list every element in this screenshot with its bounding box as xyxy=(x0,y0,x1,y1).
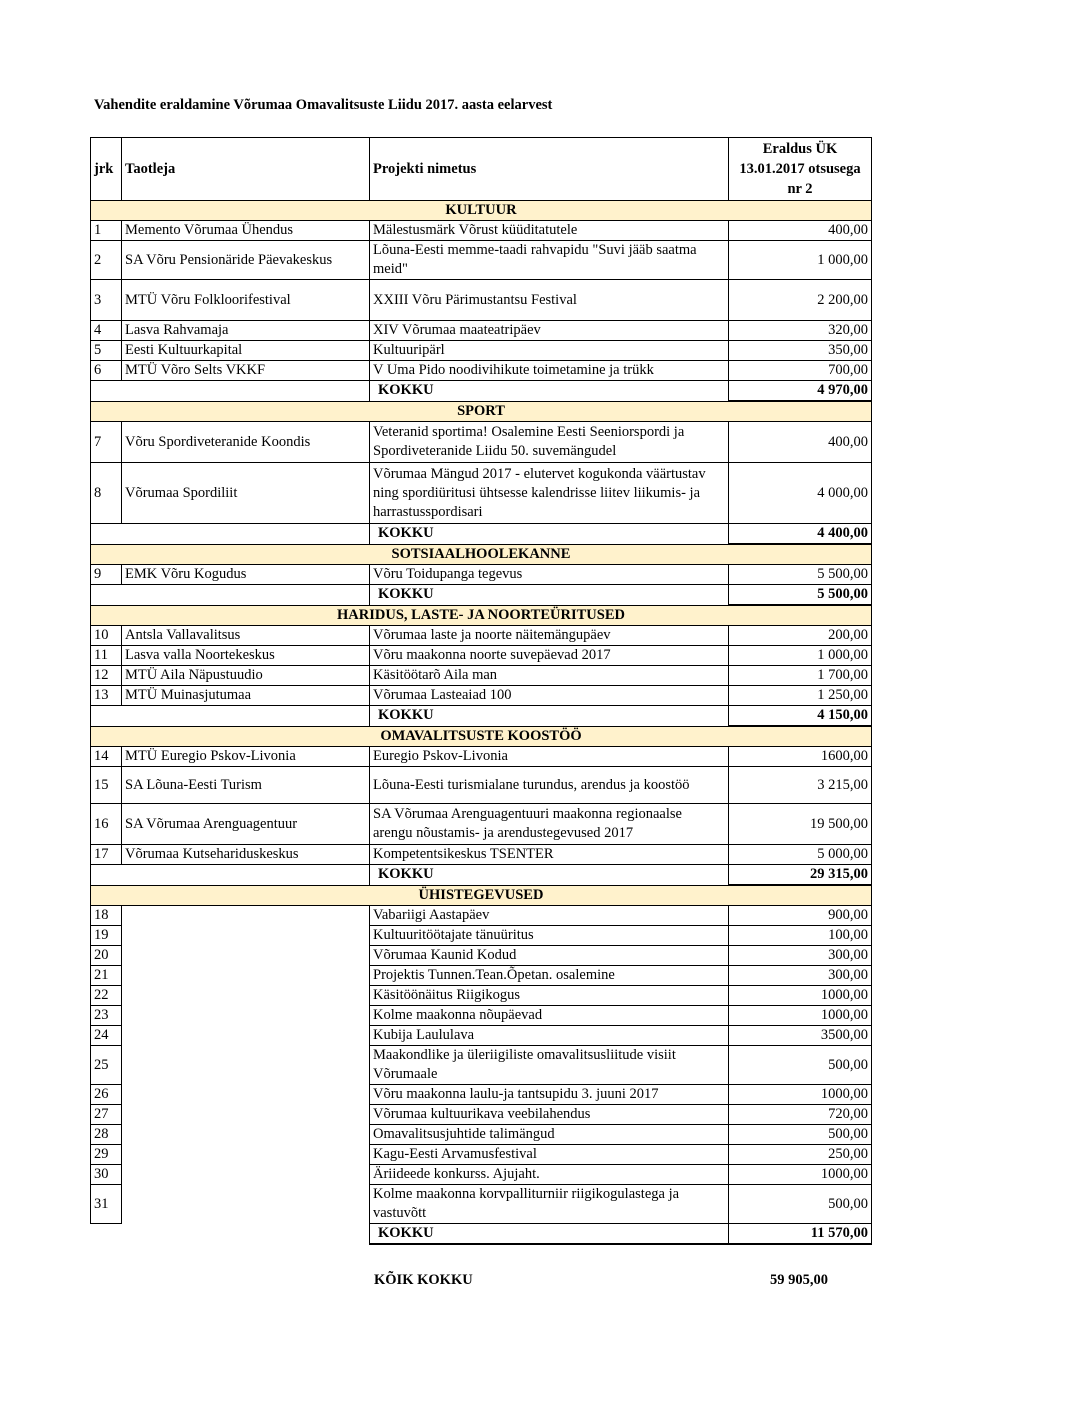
row-project: Kompetentsikeskus TSENTER xyxy=(370,845,729,865)
section-total-spacer xyxy=(91,381,370,402)
row-amount: 300,00 xyxy=(729,946,872,966)
header-amount xyxy=(729,138,872,201)
row-applicant xyxy=(122,1006,370,1026)
header-amount-line1: Eraldus ÜK xyxy=(762,141,838,157)
row-amount: 1 000,00 xyxy=(729,646,872,666)
row-applicant xyxy=(122,1046,370,1085)
row-applicant: Võrumaa Kutsehariduskeskus xyxy=(122,845,370,865)
row-amount: 900,00 xyxy=(729,906,872,926)
row-applicant: MTÜ Võru Folkloorifestival xyxy=(122,280,370,321)
row-amount: 400,00 xyxy=(729,422,872,463)
row-amount: 700,00 xyxy=(729,361,872,381)
section-total-label: KOKKU xyxy=(370,381,729,402)
table-row xyxy=(91,221,872,241)
row-applicant xyxy=(122,906,370,926)
row-applicant xyxy=(122,1085,370,1105)
row-amount: 200,00 xyxy=(729,626,872,646)
table-row xyxy=(91,463,872,524)
row-applicant: Lasva valla Noortekeskus xyxy=(122,646,370,666)
row-project: Käsitöötarõ Aila man xyxy=(370,666,729,686)
section-title: OMAVALITSUSTE KOOSTÖÖ xyxy=(91,726,872,747)
row-applicant: SA Lõuna-Eesti Turism xyxy=(122,767,370,804)
row-project: Äriideede konkurss. Ajujaht. xyxy=(370,1165,729,1185)
table-row xyxy=(91,686,872,706)
row-applicant xyxy=(122,1165,370,1185)
table-row xyxy=(91,422,872,463)
row-number: 5 xyxy=(91,341,122,361)
row-amount: 500,00 xyxy=(729,1125,872,1145)
section-header-row xyxy=(91,726,872,747)
row-amount: 4 000,00 xyxy=(729,463,872,524)
table-row xyxy=(91,1046,872,1085)
row-project: Käsitöönäitus Riigikogus xyxy=(370,986,729,1006)
row-project: XIV Võrumaa maateatripäev xyxy=(370,321,729,341)
row-number: 17 xyxy=(91,845,122,865)
row-number: 29 xyxy=(91,1145,122,1165)
table-row xyxy=(91,341,872,361)
section-total-value: 11 570,00 xyxy=(729,1224,872,1245)
table-header-row xyxy=(91,138,872,201)
table-row xyxy=(91,767,872,804)
table-row xyxy=(91,845,872,865)
section-total-spacer xyxy=(91,865,370,886)
row-amount: 400,00 xyxy=(729,221,872,241)
row-number: 19 xyxy=(91,926,122,946)
header-amount-line3: nr 2 xyxy=(787,181,813,197)
header-applicant: Taotleja xyxy=(122,138,370,201)
section-total-row xyxy=(91,524,872,545)
row-project: V Uma Pido noodivihikute toimetamine ja trükk xyxy=(370,361,729,381)
row-project: Lõuna-Eesti memme-taadi rahvapidu "Suvi jääb saatma meid" xyxy=(370,241,729,280)
table-row xyxy=(91,646,872,666)
row-project: Võrumaa Kaunid Kodud xyxy=(370,946,729,966)
row-project: Kubija Laululava xyxy=(370,1026,729,1046)
section-total-value: 29 315,00 xyxy=(729,865,872,886)
section-title: ÜHISTEGEVUSED xyxy=(91,885,872,906)
table-row xyxy=(91,666,872,686)
row-applicant: SA Võrumaa Arenguagentuur xyxy=(122,804,370,845)
row-amount: 1 000,00 xyxy=(729,241,872,280)
row-project: Võrumaa kultuurikava veebilahendus xyxy=(370,1105,729,1125)
row-number: 8 xyxy=(91,463,122,524)
row-number: 1 xyxy=(91,221,122,241)
section-total-label: KOKKU xyxy=(370,706,729,727)
row-project: Vabariigi Aastapäev xyxy=(370,906,729,926)
table-row xyxy=(91,626,872,646)
grand-total-value: 59 905,00 xyxy=(770,1272,828,1288)
section-header-row xyxy=(91,605,872,626)
section-total-label: KOKKU xyxy=(370,585,729,606)
row-number: 24 xyxy=(91,1026,122,1046)
row-project: Euregio Pskov-Livonia xyxy=(370,747,729,767)
row-applicant: Võru Spordiveteranide Koondis xyxy=(122,422,370,463)
row-project: Kagu-Eesti Arvamusfestival xyxy=(370,1145,729,1165)
row-amount: 1000,00 xyxy=(729,1006,872,1026)
row-number: 2 xyxy=(91,241,122,280)
section-header-row xyxy=(91,544,872,565)
row-number: 11 xyxy=(91,646,122,666)
row-project: Võru maakonna laulu-ja tantsupidu 3. juuni 2017 xyxy=(370,1085,729,1105)
table-row xyxy=(91,926,872,946)
row-amount: 500,00 xyxy=(729,1185,872,1224)
row-number: 30 xyxy=(91,1165,122,1185)
row-amount: 5 500,00 xyxy=(729,565,872,585)
section-total-label: KOKKU xyxy=(370,524,729,545)
table-row xyxy=(91,1026,872,1046)
row-number: 10 xyxy=(91,626,122,646)
section-total-spacer xyxy=(91,706,370,727)
row-number: 16 xyxy=(91,804,122,845)
row-amount: 500,00 xyxy=(729,1046,872,1085)
table-row xyxy=(91,946,872,966)
row-applicant xyxy=(122,1125,370,1145)
row-applicant xyxy=(122,926,370,946)
row-number: 23 xyxy=(91,1006,122,1026)
section-total-value: 4 150,00 xyxy=(729,706,872,727)
table-row xyxy=(91,804,872,845)
table-row xyxy=(91,361,872,381)
row-project: Võrumaa Mängud 2017 - elutervet kogukonda väärtustav ning spordiüritusi ühtsesse kalendrisse liitev liikumis- ja harrastusspordisari xyxy=(370,463,729,524)
table-row xyxy=(91,966,872,986)
section-total-spacer xyxy=(91,524,370,545)
table-row xyxy=(91,747,872,767)
row-applicant: Eesti Kultuurkapital xyxy=(122,341,370,361)
row-number: 22 xyxy=(91,986,122,1006)
row-applicant: EMK Võru Kogudus xyxy=(122,565,370,585)
row-applicant: MTÜ Võro Selts VKKF xyxy=(122,361,370,381)
row-applicant xyxy=(122,1185,370,1224)
section-total-label: KOKKU xyxy=(370,1224,729,1245)
table-row xyxy=(91,1105,872,1125)
row-number: 4 xyxy=(91,321,122,341)
row-applicant: SA Võru Pensionäride Päevakeskus xyxy=(122,241,370,280)
row-number: 3 xyxy=(91,280,122,321)
header-project: Projekti nimetus xyxy=(370,138,729,201)
row-project: Võrumaa laste ja noorte näitemängupäev xyxy=(370,626,729,646)
row-applicant xyxy=(122,966,370,986)
section-total-spacer xyxy=(91,585,370,606)
row-amount: 3500,00 xyxy=(729,1026,872,1046)
row-number: 25 xyxy=(91,1046,122,1085)
row-applicant xyxy=(122,1105,370,1125)
table-row xyxy=(91,986,872,1006)
section-header-row xyxy=(91,401,872,422)
row-amount: 3 215,00 xyxy=(729,767,872,804)
row-project: Kolme maakonna nõupäevad xyxy=(370,1006,729,1026)
row-amount: 320,00 xyxy=(729,321,872,341)
row-applicant xyxy=(122,1026,370,1046)
row-amount: 100,00 xyxy=(729,926,872,946)
table-row xyxy=(91,565,872,585)
row-amount: 1000,00 xyxy=(729,1165,872,1185)
row-project: Võrumaa Lasteaiad 100 xyxy=(370,686,729,706)
section-title: KULTUUR xyxy=(91,201,872,221)
row-project: Projektis Tunnen.Tean.Õpetan. osalemine xyxy=(370,966,729,986)
row-applicant xyxy=(122,986,370,1006)
row-number: 14 xyxy=(91,747,122,767)
row-applicant: Antsla Vallavalitsus xyxy=(122,626,370,646)
row-number: 12 xyxy=(91,666,122,686)
row-project: Kultuuripärl xyxy=(370,341,729,361)
row-number: 21 xyxy=(91,966,122,986)
row-applicant: Võrumaa Spordiliit xyxy=(122,463,370,524)
row-number: 15 xyxy=(91,767,122,804)
row-number: 9 xyxy=(91,565,122,585)
row-number: 26 xyxy=(91,1085,122,1105)
row-number: 28 xyxy=(91,1125,122,1145)
table-row xyxy=(91,1185,872,1224)
row-project: Mälestusmärk Võrust küüditatutele xyxy=(370,221,729,241)
section-title: SOTSIAALHOOLEKANNE xyxy=(91,544,872,565)
row-applicant xyxy=(122,1145,370,1165)
row-amount: 1 700,00 xyxy=(729,666,872,686)
row-number: 6 xyxy=(91,361,122,381)
row-project: SA Võrumaa Arenguagentuuri maakonna regionaalse arengu nõustamis- ja arendustegevused 2017 xyxy=(370,804,729,845)
section-title: SPORT xyxy=(91,401,872,422)
section-total-value: 4 970,00 xyxy=(729,381,872,402)
grand-total-label: KÕIK KOKKU xyxy=(374,1272,473,1288)
row-applicant: MTÜ Muinasjutumaa xyxy=(122,686,370,706)
row-project: Võru maakonna noorte suvepäevad 2017 xyxy=(370,646,729,666)
row-applicant: Lasva Rahvamaja xyxy=(122,321,370,341)
table-row xyxy=(91,1125,872,1145)
table-row xyxy=(91,321,872,341)
header-no: jrk xyxy=(91,138,122,201)
row-number: 13 xyxy=(91,686,122,706)
table-row xyxy=(91,1165,872,1185)
table-row xyxy=(91,280,872,321)
row-amount: 350,00 xyxy=(729,341,872,361)
section-total-value: 4 400,00 xyxy=(729,524,872,545)
row-amount: 2 200,00 xyxy=(729,280,872,321)
table-row xyxy=(91,1085,872,1105)
section-total-row xyxy=(91,1224,872,1245)
row-project: Kolme maakonna korvpalliturniir riigikogulastega ja vastuvõtt xyxy=(370,1185,729,1224)
row-amount: 1000,00 xyxy=(729,986,872,1006)
table-row xyxy=(91,241,872,280)
header-amount-line2: 13.01.2017 otsusega xyxy=(739,161,861,177)
section-header-row xyxy=(91,885,872,906)
section-total-label: KOKKU xyxy=(370,865,729,886)
row-number: 27 xyxy=(91,1105,122,1125)
row-amount: 1600,00 xyxy=(729,747,872,767)
table-row xyxy=(91,1145,872,1165)
row-applicant: MTÜ Euregio Pskov-Livonia xyxy=(122,747,370,767)
row-project: Lõuna-Eesti turismialane turundus, arendus ja koostöö xyxy=(370,767,729,804)
section-total-row xyxy=(91,381,872,402)
row-amount: 1 250,00 xyxy=(729,686,872,706)
row-amount: 250,00 xyxy=(729,1145,872,1165)
row-applicant xyxy=(122,946,370,966)
budget-table xyxy=(90,137,872,1245)
row-amount: 300,00 xyxy=(729,966,872,986)
row-number: 18 xyxy=(91,906,122,926)
row-project: Kultuuritöötajate tänuüritus xyxy=(370,926,729,946)
section-total-spacer xyxy=(91,1224,370,1245)
section-title: HARIDUS, LASTE- JA NOORTEÜRITUSED xyxy=(91,605,872,626)
row-applicant: Memento Võrumaa Ühendus xyxy=(122,221,370,241)
document-title: Vahendite eraldamine Võrumaa Omavalitsuste Liidu 2017. aasta eelarvest xyxy=(94,97,553,113)
section-total-row xyxy=(91,706,872,727)
row-project: Maakondlike ja üleriigiliste omavalitsusliitude visiit Võrumaale xyxy=(370,1046,729,1085)
row-project: Võru Toidupanga tegevus xyxy=(370,565,729,585)
row-number: 31 xyxy=(91,1185,122,1224)
row-amount: 5 000,00 xyxy=(729,845,872,865)
row-number: 7 xyxy=(91,422,122,463)
row-amount: 1000,00 xyxy=(729,1085,872,1105)
row-project: XXIII Võru Pärimustantsu Festival xyxy=(370,280,729,321)
table-row xyxy=(91,1006,872,1026)
row-project: Veteranid sportima! Osalemine Eesti Seeniorspordi ja Spordiveteranide Liidu 50. suvemängudel xyxy=(370,422,729,463)
section-total-row xyxy=(91,865,872,886)
row-number: 20 xyxy=(91,946,122,966)
row-project: Omavalitsusjuhtide talimängud xyxy=(370,1125,729,1145)
section-total-value: 5 500,00 xyxy=(729,585,872,606)
row-amount: 720,00 xyxy=(729,1105,872,1125)
section-total-row xyxy=(91,585,872,606)
row-amount: 19 500,00 xyxy=(729,804,872,845)
row-applicant: MTÜ Aila Näpustuudio xyxy=(122,666,370,686)
section-header-row xyxy=(91,201,872,221)
table-row xyxy=(91,906,872,926)
